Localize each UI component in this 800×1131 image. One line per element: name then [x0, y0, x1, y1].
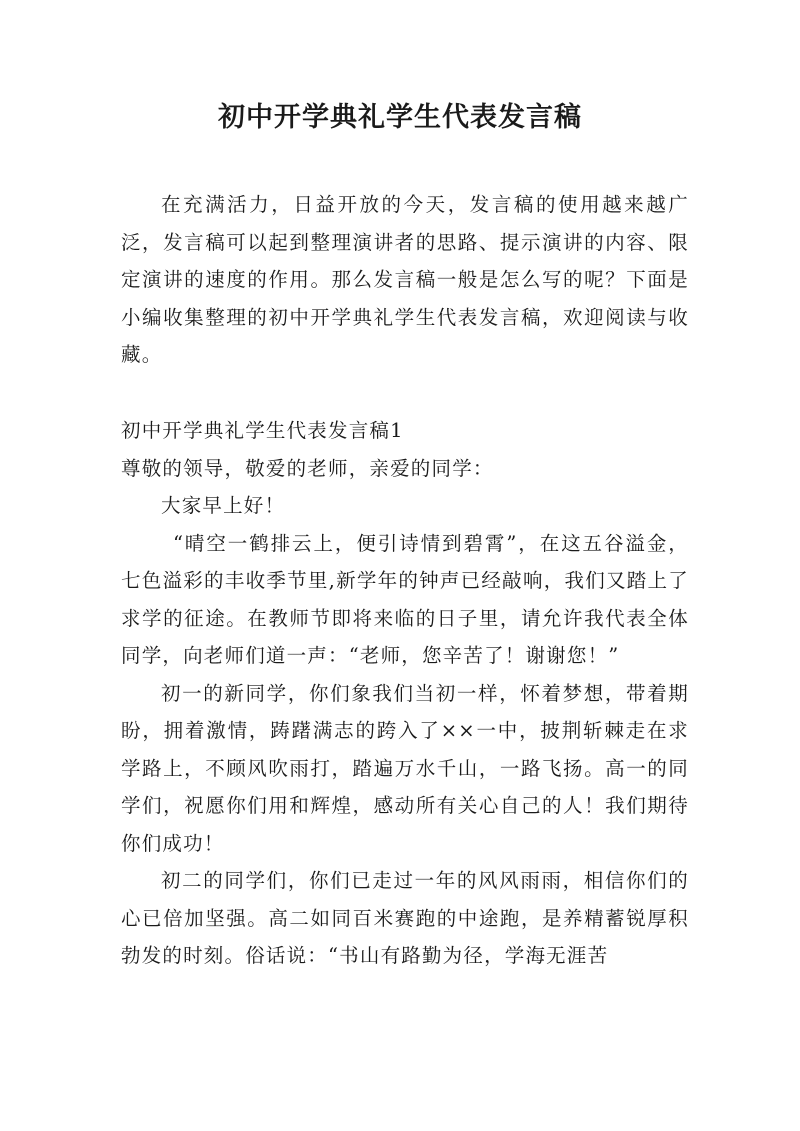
document-title: 初中开学典礼学生代表发言稿 — [218, 102, 582, 133]
body-paragraph: 初二的同学们，你们已走过一年的风风雨雨，相信你们的心已倍加坚强。高二如同百米赛跑的中途跑，是养精蓄锐厚积勃发的时刻。俗话说：“书山有路勤为径，学海无涯苦 — [121, 869, 689, 967]
speech-article — [121, 412, 689, 975]
greeting: 大家早上好！ — [161, 494, 286, 517]
intro-block — [121, 186, 689, 374]
salutation: 尊敬的领导，敬爱的老师，亲爱的同学： — [121, 456, 494, 480]
body-paragraph: 初一的新同学，你们象我们当初一样，怀着梦想，带着期盼，拥着激情，踌躇满志的跨入了××一中，披荆斩棘走在求学路上，不顾风吹雨打，踏遍万水千山，一路飞扬。高一的同学们，祝愿你们用和辉煌，感动所有关心自己的人！我们期待你们成功！ — [121, 681, 689, 855]
body-paragraph: “晴空一鹤排云上，便引诗情到碧霄”，在这五谷溢金，七色溢彩的丰收季节里,新学年的钟声已经敲响，我们又踏上了求学的征途。在教师节即将来临的日子里，请允许我代表全体同学，向老师们道一声：“老师，您辛苦了！谢谢您！” — [121, 531, 689, 667]
intro-paragraph: 在充满活力，日益开放的今天，发言稿的使用越来越广泛，发言稿可以起到整理演讲者的思路、提示演讲的内容、限定演讲的速度的作用。那么发言稿一般是怎么写的呢？下面是小编收集整理的初中开学典礼学生代表发言稿，欢迎阅读与收藏。 — [121, 193, 689, 366]
section-heading: 初中开学典礼学生代表发言稿1 — [121, 419, 404, 442]
